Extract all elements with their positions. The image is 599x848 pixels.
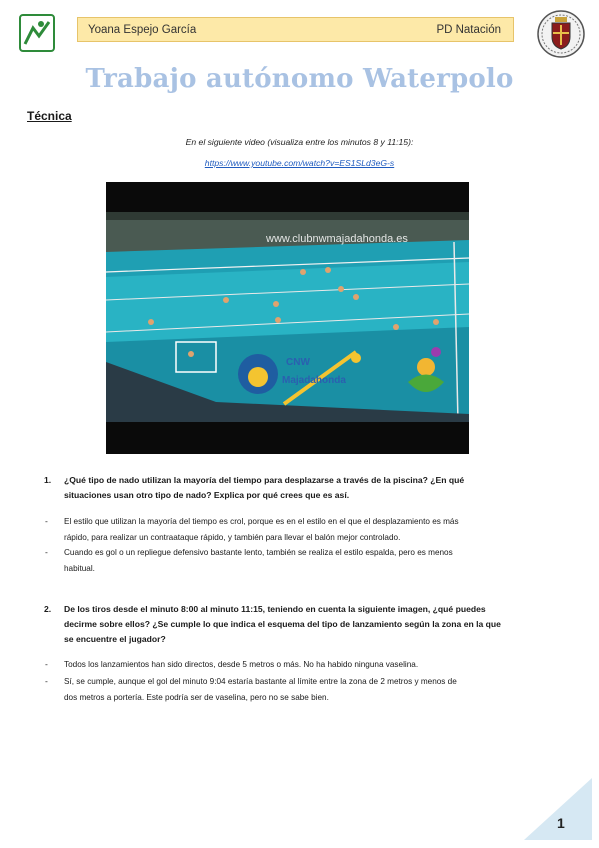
answer-line: Todos los lanzamientos han sido directos, desde 5 metros o más. No ha habido ninguna vaselina. <box>64 660 419 669</box>
course-name: PD Natación <box>436 23 501 36</box>
question-2 <box>64 602 554 647</box>
answer-2-2 <box>64 674 554 705</box>
answer-line: Cuando es gol o un repliegue defensivo bastante lento, también se realiza el estilo espalda, pero es menos <box>64 548 453 557</box>
question-line: situaciones usan otro tipo de nado? Explica por qué crees que es así. <box>64 490 350 500</box>
answer-dash: - <box>45 547 48 557</box>
answer-dash: - <box>45 516 48 526</box>
question-1 <box>64 473 554 503</box>
page-number: 1 <box>557 815 565 831</box>
page-title: Trabajo autónomo Waterpolo <box>85 64 514 94</box>
question-line: De los tiros desde el minuto 8:00 al minuto 11:15, teniendo en cuenta la siguiente imagen, ¿qué puedes <box>64 604 486 614</box>
answer-dash: - <box>45 659 48 669</box>
video-logo-text-2: Majadahonda <box>282 375 346 386</box>
question-line: ¿Qué tipo de nado utilizan la mayoría del tiempo para desplazarse a través de la piscina? ¿En qué <box>64 475 465 485</box>
video-screenshot <box>106 182 469 454</box>
question-number: 1. <box>44 475 52 485</box>
video-watermark: www.clubnwmajadahonda.es <box>266 233 408 245</box>
answer-1-1 <box>64 514 554 545</box>
video-logo-text-1: CNW <box>286 357 310 368</box>
answer-line: rápido, para realizar un contraataque rápido, y también para llevar el balón mejor controlado. <box>64 532 401 542</box>
answer-line: Sí, se cumple, aunque el gol del minuto 9:04 estaría bastante al límite entre la zona de 2 metros y menos de <box>64 677 457 686</box>
answer-2-1 <box>64 657 554 673</box>
answer-dash: - <box>45 676 48 686</box>
answer-line: El estilo que utilizan la mayoría del tiempo es crol, porque es en el estilo en el que el desplazamiento es más <box>64 517 459 526</box>
answer-line: habitual. <box>64 563 95 573</box>
header-bar <box>77 17 514 42</box>
answer-1-2 <box>64 545 554 576</box>
question-line: se encuentre el jugador? <box>64 634 166 644</box>
answer-line: dos metros a portería. Este podría ser de vaselina, pero no se sabe bien. <box>64 692 329 702</box>
question-line: decirme sobre ellos? ¿Se cumple lo que indica el esquema del tipo de lanzamiento según la zona en la que <box>64 619 501 629</box>
author-name: Yoana Espejo García <box>88 23 197 36</box>
university-crest-icon <box>536 9 586 59</box>
question-number: 2. <box>44 604 52 614</box>
faculty-logo <box>19 14 55 52</box>
intro-text: En el siguiente video (visualiza entre los minutos 8 y 11:15): <box>185 137 414 147</box>
section-heading: Técnica <box>27 109 72 123</box>
video-link[interactable]: https://www.youtube.com/watch?v=ES1SLd3eG-s <box>204 158 395 168</box>
